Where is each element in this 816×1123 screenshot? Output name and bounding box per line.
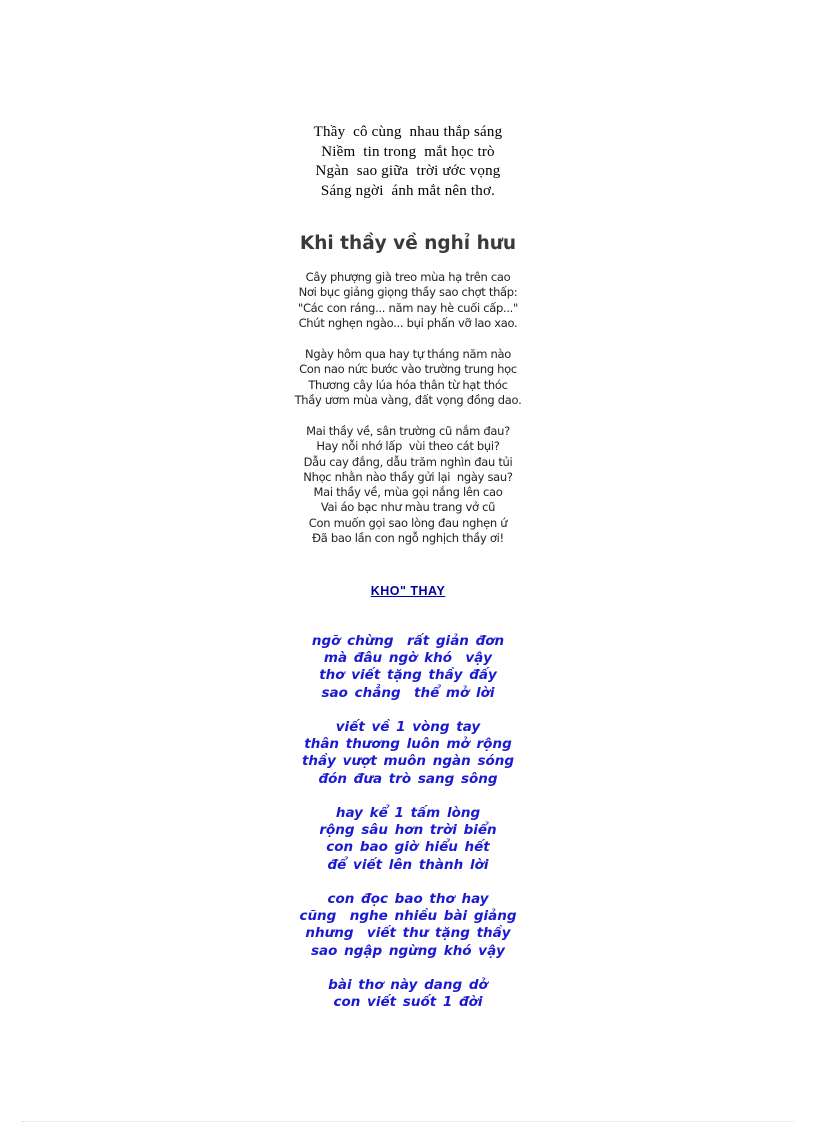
poem-line: đón đưa trò sang sông	[318, 770, 498, 787]
poem-line: nhưng viết thư tặng thầy	[305, 925, 511, 942]
retirement-poem-title: Khi thầy về nghỉ hưu	[299, 233, 517, 254]
poem-line: Đã bao lần con ngỗ nghịch thầy ơi!	[312, 531, 504, 546]
poem-line: viết về 1 vòng tay	[335, 719, 481, 735]
poem-line: Mai thầy về, mùa gọi nắng lên cao	[313, 485, 503, 500]
poem-line: Thầy ươm mùa vàng, đất vọng đồng dao.	[294, 392, 522, 407]
blue-stanza-3	[0, 805, 816, 874]
poem-line: để viết lên thành lời	[327, 856, 489, 873]
retirement-stanza-1	[0, 270, 816, 331]
poem-line: Vai áo bạc như màu trang vở cũ	[320, 500, 496, 515]
blue-stanza-2	[0, 719, 816, 788]
poem-line: Hay nỗi nhớ lấp vùi theo cát bụi?	[316, 439, 500, 454]
poem-line: mà đâu ngờ khó vậy	[323, 650, 493, 667]
intro-poem	[0, 123, 816, 201]
blue-stanza-1	[0, 633, 816, 702]
poem-line: Con nao nức bước vào trường trung học	[299, 362, 517, 377]
retirement-stanza-3	[0, 424, 816, 546]
poem-line: con viết suốt 1 đời	[333, 994, 483, 1011]
poem-line: Thương cây lúa hóa thân từ hạt thóc	[308, 377, 508, 392]
poem-line: Dẫu cay đắng, dẫu trăm nghìn đau tủi	[303, 454, 513, 469]
poem-line: con bao giờ hiểu hết	[326, 839, 490, 856]
poem-line: Ngàn sao giữa trời ước vọng	[315, 163, 501, 179]
poem-line: Con muốn gọi sao lòng đau nghẹn ứ	[308, 515, 508, 530]
poem-line: hay kể 1 tấm lòng	[335, 805, 481, 821]
poem-line: Cây phượng già treo mùa hạ trên cao	[305, 270, 511, 284]
blue-poem-title	[0, 582, 816, 600]
poem-line: ngỡ chừng rất giản đơn	[311, 633, 505, 649]
poem-line: Nơi bục giảng giọng thầy sao chợt thấp:	[298, 285, 518, 300]
poem-line: Nhọc nhằn nào thầy gửi lại ngày sau?	[303, 469, 513, 484]
poem-line: Ngày hôm qua hay tự tháng năm nào	[305, 347, 511, 361]
poem-line: Thầy cô cùng nhau thắp sáng	[313, 124, 503, 140]
poem-line: thân thương luôn mở rộng	[304, 736, 512, 753]
blue-poem-title-text: KHO" THAY	[370, 584, 446, 598]
retirement-stanza-2	[0, 347, 816, 408]
poem-line: bài thơ này dang dở	[328, 977, 488, 993]
poem-line: Sáng ngời ánh mắt nên thơ.	[320, 182, 496, 199]
poem-line: rộng sâu hơn trời biển	[319, 822, 497, 839]
poem-line: Mai thầy về, sân trường cũ nắm đau?	[306, 424, 510, 438]
poem-line: cũng nghe nhiều bài giảng	[299, 908, 517, 925]
page-bottom-divider	[22, 1121, 794, 1122]
poem-line: Niềm tin trong mắt học trò	[321, 143, 495, 160]
poem-line: sao ngập ngừng khó vậy	[310, 942, 505, 959]
blue-stanza-4	[0, 891, 816, 960]
poem-line: sao chẳng thể mở lời	[321, 684, 495, 701]
poem-line: con đọc bao thơ hay	[327, 891, 489, 907]
poem-line: thơ viết tặng thầy đấy	[319, 667, 497, 684]
poem-line: Chút nghẹn ngào... bụi phấn vỡ lao xao.	[298, 315, 518, 330]
poem-line: "Các con ráng... năm nay hè cuối cấp..."	[297, 300, 519, 315]
poem-line: thầy vượt muôn ngàn sóng	[301, 753, 515, 770]
blue-stanza-5	[0, 977, 816, 1011]
